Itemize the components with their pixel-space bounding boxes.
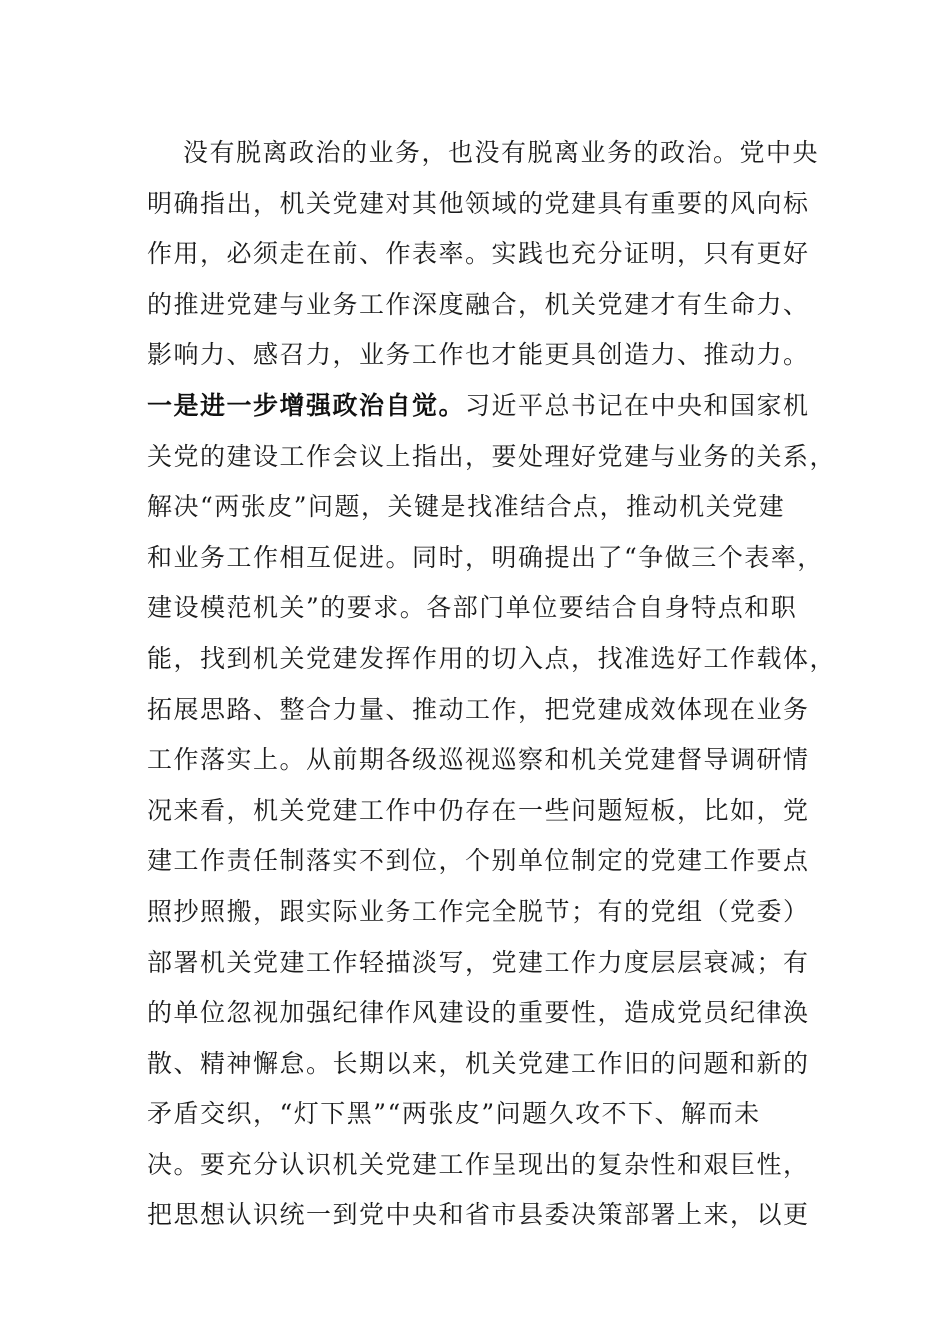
paragraph-line: 明确指出，机关党建对其他领域的党建具有重要的风向标 <box>147 188 810 218</box>
paragraph-line: 影响力、感召力，业务工作也才能更具创造力、推动力。 <box>147 340 810 370</box>
paragraph-line: 的推进党建与业务工作深度融合，机关党建才有生命力、 <box>147 289 810 319</box>
paragraph-line: 作用，必须走在前、作表率。实践也充分证明，只有更好 <box>147 239 810 269</box>
paragraph-line: 部署机关党建工作轻描淡写，党建工作力度层层衰减；有 <box>147 947 810 977</box>
paragraph-line: 况来看，机关党建工作中仍存在一些问题短板，比如，党 <box>147 795 810 825</box>
section-first-line <box>147 381 810 432</box>
paragraph-line: 和业务工作相互促进。同时，明确提出了“争做三个表率， <box>147 542 824 572</box>
paragraph-line: 拓展思路、整合力量、推动工作，把党建成效体现在业务 <box>147 694 810 724</box>
paragraph-line: 关党的建设工作会议上指出，要处理好党建与业务的关系， <box>147 441 837 471</box>
paragraph-line: 工作落实上。从前期各级巡视巡察和机关党建督导调研情 <box>147 745 810 775</box>
paragraph-line: 的单位忽视加强纪律作风建设的重要性，造成党员纪律涣 <box>147 998 810 1028</box>
paragraph-line: 矛盾交织，“灯下黑”“两张皮”问题久攻不下、解而未 <box>147 1099 761 1129</box>
paragraph-line: 照抄照搬，跟实际业务工作完全脱节；有的党组（党委） <box>147 896 810 926</box>
document-body <box>147 128 837 1241</box>
paragraph-line: 没有脱离政治的业务，也没有脱离业务的政治。党中央 <box>183 138 820 167</box>
paragraph-line: 把思想认识统一到党中央和省市县委决策部署上来，以更 <box>147 1200 810 1230</box>
paragraph-line: 建工作责任制落实不到位，个别单位制定的党建工作要点 <box>147 846 810 876</box>
paragraph-line: 解决“两张皮”问题，关键是找准结合点，推动机关党建 <box>147 492 786 522</box>
paragraph-line: 决。要充分认识机关党建工作呈现出的复杂性和艰巨性， <box>147 1149 810 1179</box>
paragraph-line: 散、精神懈怠。长期以来，机关党建工作旧的问题和新的 <box>147 1048 810 1078</box>
paragraph-line: 能，找到机关党建发挥作用的切入点，找准选好工作载体， <box>147 643 837 673</box>
section-heading: 一是进一步增强政治自觉。 <box>147 390 466 420</box>
paragraph-line: 建设模范机关”的要求。各部门单位要结合自身特点和职 <box>147 593 798 623</box>
section-first-line-text: 习近平总书记在中央和国家机 <box>465 390 810 420</box>
